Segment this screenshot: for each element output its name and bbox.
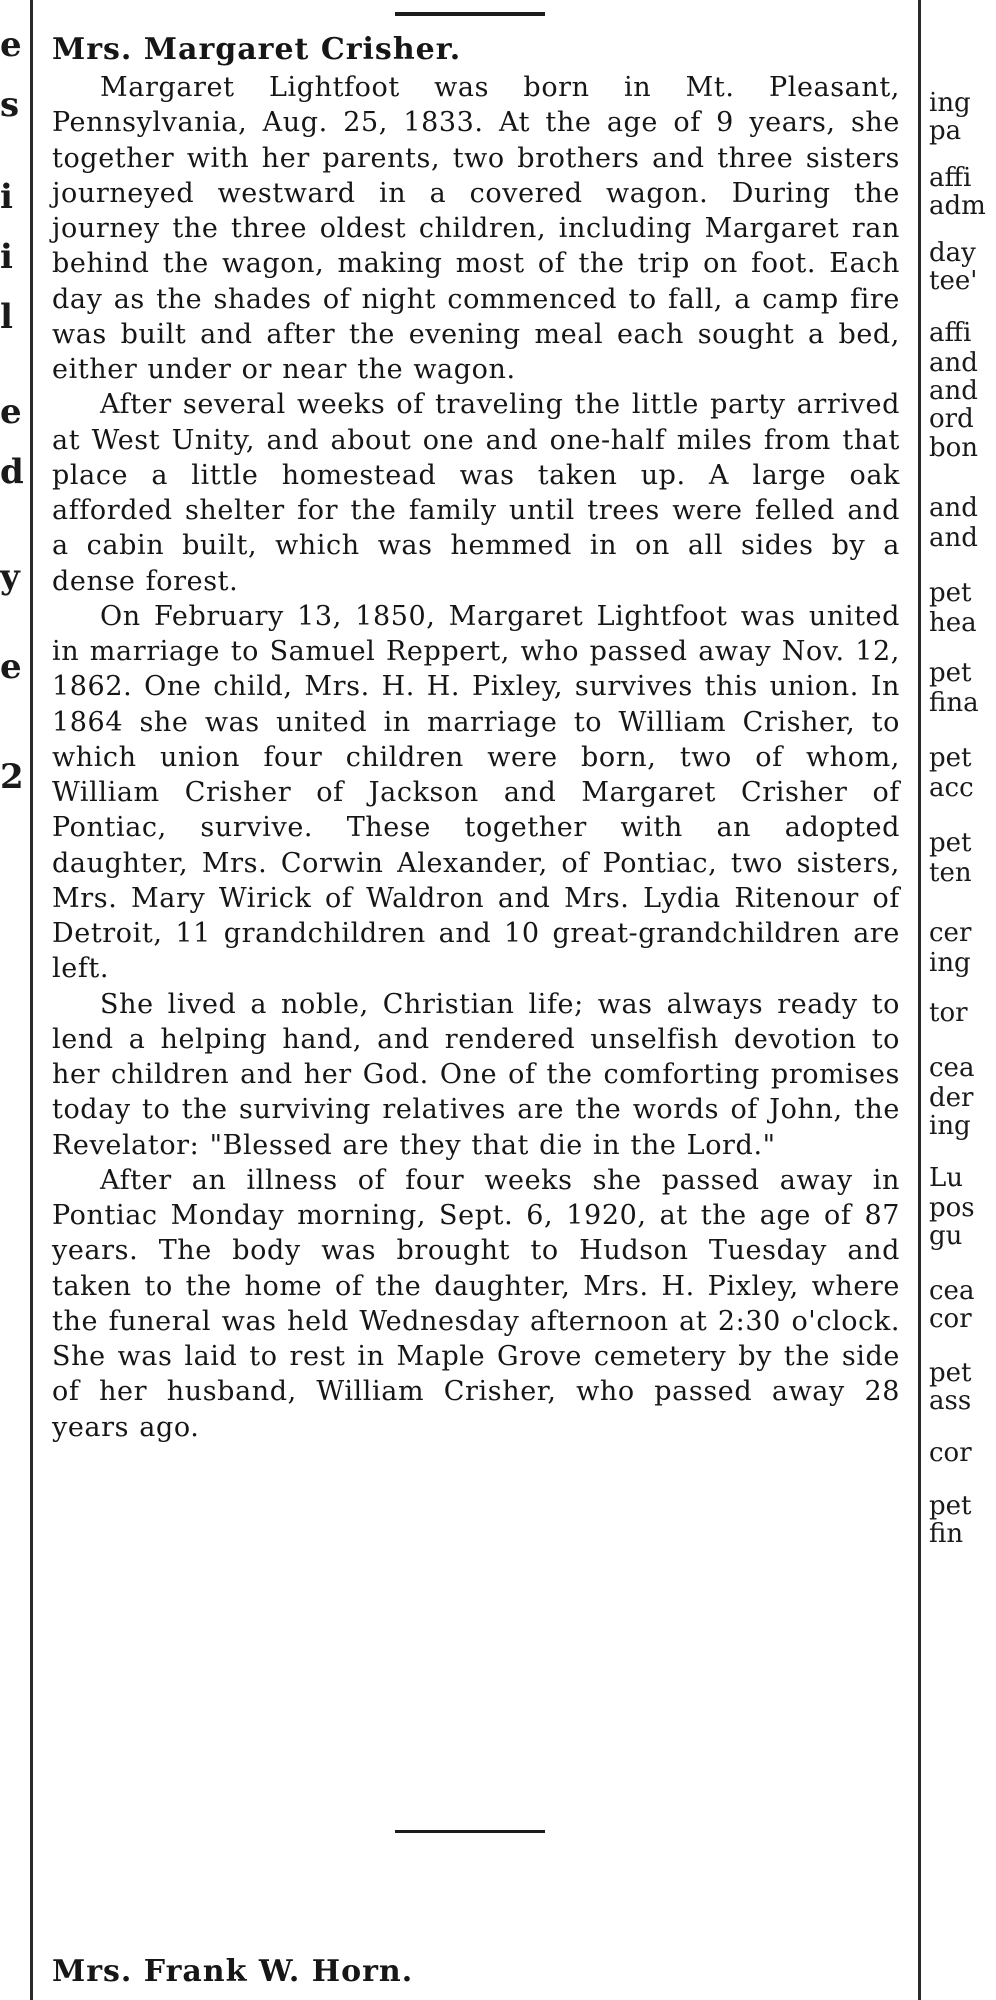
previous-column-text-fragment: y — [0, 557, 20, 597]
next-column-text-fragment: tor — [929, 998, 968, 1028]
next-column-text-fragment: pa — [929, 116, 962, 146]
next-column-text-fragment: cor — [929, 1304, 972, 1334]
obituary-column — [40, 0, 910, 2000]
column-rule-left — [30, 0, 33, 2000]
article-paragraph: She lived a noble, Christian life; was always ready to lend a helping hand, and rendered unselfish devotion to her children and her God. One of the comforting promises today to the surviving relatives are the words of John, the Revelator: "Blessed are they that die in the Lord." — [52, 988, 900, 1161]
next-column-text-fragment: cor — [929, 1438, 972, 1468]
next-column-text-fragment: ing — [929, 88, 971, 118]
next-column-text-fragment: ord — [929, 404, 974, 434]
previous-column-text-fragment: s — [0, 85, 20, 125]
previous-column-text-fragment: 2 — [0, 757, 24, 797]
next-column-text-fragment: der — [929, 1083, 974, 1113]
next-article-title: Mrs. Frank W. Horn. — [52, 1954, 414, 1989]
previous-column-text-fragment: e — [0, 25, 22, 65]
next-column-text-fragment: hea — [929, 608, 977, 638]
next-column-text-fragment: pet — [929, 658, 972, 688]
next-column-text-fragment: fin — [929, 1519, 964, 1549]
article-body — [52, 70, 900, 1445]
article-paragraph: On February 13, 1850, Margaret Lightfoot was united in marriage to Samuel Reppert, who passed away Nov. 12, 1862. One child, Mrs. H. H. Pixley, survives this union. In 1864 she was united in marriage to William Crisher, to which union four children were born, two of whom, William Crisher of Jackson and Margaret Crisher of Pontiac, survive. These together with an adopted daughter, Mrs. Corwin Alexander, of Pontiac, two sisters, Mrs. Mary Wirick of Waldron and Mrs. Lydia Ritenour of Detroit, 11 grandchildren and 10 great-grandchildren are left. — [52, 600, 900, 985]
next-column-text-fragment: cea — [929, 1276, 975, 1306]
next-column-text-fragment: acc — [929, 773, 974, 803]
next-column-text-fragment: affi — [929, 163, 972, 193]
next-column-text-fragment: fina — [929, 688, 979, 718]
next-column-text-fragment: pet — [929, 1358, 972, 1388]
previous-column-text-fragment: e — [0, 647, 22, 687]
next-column-text-fragment: ass — [929, 1386, 972, 1416]
next-column-text-fragment: gu — [929, 1221, 963, 1251]
next-column-text-fragment: tee' — [929, 266, 978, 296]
section-divider-top — [395, 12, 545, 16]
article-paragraph: After several weeks of traveling the little party arrived at West Unity, and about one and one-half miles from that place a little homestead was taken up. A large oak afforded shelter for the family until trees were felled and a cabin built, which was hemmed in on all sides by a dense forest. — [52, 389, 900, 597]
next-column-text-fragment: affi — [929, 318, 972, 348]
previous-column-text-fragment: e — [0, 392, 22, 432]
next-column-text-fragment: day — [929, 238, 976, 268]
previous-column-text-fragment: l — [0, 297, 13, 337]
article-paragraph: After an illness of four weeks she passed away in Pontiac Monday morning, Sept. 6, 1920, at the age of 87 years. The body was brought to Hudson Tuesday and taken to the home of the daughter, Mrs. H. Pixley, where the funeral was held Wednesday afternoon at 2:30 o'clock. She was laid to rest in Maple Grove cemetery by the side of her husband, William Crisher, who passed away 28 years ago. — [52, 1164, 900, 1443]
next-column-text-fragment: and — [929, 523, 978, 553]
column-rule-right — [918, 0, 921, 2000]
next-column-text-fragment: and — [929, 376, 978, 406]
next-column-text-fragment: pet — [929, 828, 972, 858]
previous-column-text-fragment: i — [0, 237, 13, 277]
next-column-text-fragment: and — [929, 348, 978, 378]
article-paragraph: Margaret Lightfoot was born in Mt. Pleasant, Pennsylvania, Aug. 25, 1833. At the age of 9 years, she together with her parents, two brothers and three sisters journeyed westward in a covered wagon. During the journey the three oldest children, including Margaret ran behind the wagon, making most of the trip on foot. Each day as the shades of night commenced to fall, a camp fire was built and after the evening meal each sought a bed, either under or near the wagon. — [52, 72, 900, 385]
next-column-text-fragment: adm — [929, 191, 986, 221]
section-divider — [395, 1830, 545, 1833]
next-column-fragment — [927, 0, 996, 2000]
next-column-text-fragment: pet — [929, 743, 972, 773]
previous-column-fragment — [0, 0, 30, 2000]
next-column-text-fragment: ten — [929, 858, 972, 888]
next-column-text-fragment: and — [929, 493, 978, 523]
previous-column-text-fragment: d — [0, 452, 24, 492]
next-column-text-fragment: pos — [929, 1193, 975, 1223]
next-column-text-fragment: ing — [929, 948, 971, 978]
next-column-text-fragment: Lu — [929, 1163, 964, 1193]
next-column-text-fragment: bon — [929, 433, 979, 463]
next-column-text-fragment: cer — [929, 918, 972, 948]
previous-column-text-fragment: i — [0, 177, 13, 217]
article-title: Mrs. Margaret Crisher. — [52, 32, 462, 67]
next-column-text-fragment: cea — [929, 1053, 975, 1083]
next-column-text-fragment: pet — [929, 1491, 972, 1521]
next-column-text-fragment: ing — [929, 1111, 971, 1141]
next-column-text-fragment: pet — [929, 578, 972, 608]
